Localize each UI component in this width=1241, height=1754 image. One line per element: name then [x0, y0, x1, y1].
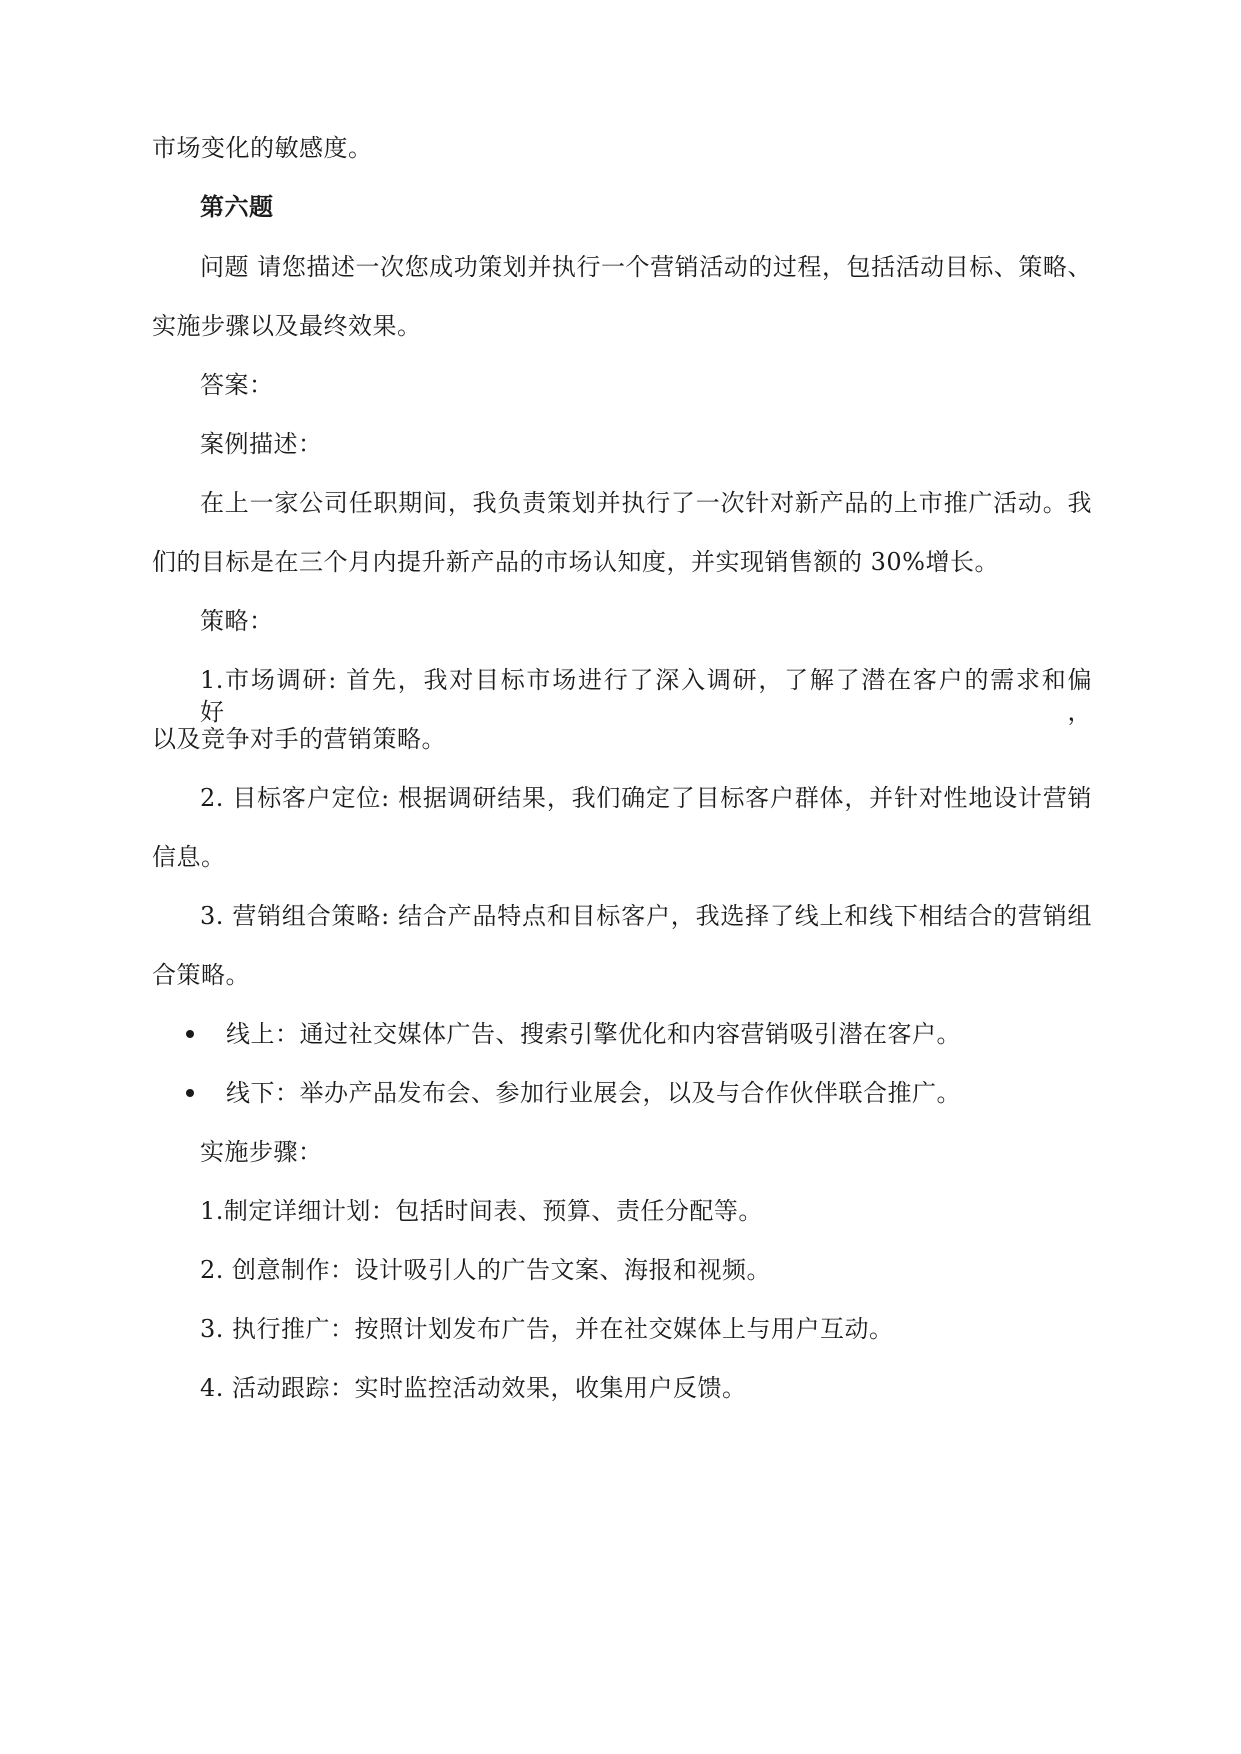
implementation-step-3: 3. 执行推广：按照计划发布广告，并在社交媒体上与用户互动。	[200, 1315, 894, 1343]
case-text-line-1: 在上一家公司任职期间，我负责策划并执行了一次针对新产品的上市推广活动。我	[200, 489, 1092, 517]
implementation-step-2: 2. 创意制作：设计吸引人的广告文案、海报和视频。	[200, 1256, 772, 1284]
strategy-item-1-line-2: 以及竞争对手的营销策略。	[152, 725, 446, 753]
question-heading: 第六题	[200, 193, 274, 221]
continuation-text: 市场变化的敏感度。	[152, 134, 373, 162]
question-text-line-2: 实施步骤以及最终效果。	[152, 312, 422, 340]
bullet-text: 线上：通过社交媒体广告、搜索引擎优化和内容营销吸引潜在客户。	[226, 1020, 961, 1048]
bullet-text: 线下：举办产品发布会、参加行业展会，以及与合作伙伴联合推广。	[226, 1079, 961, 1107]
strategy-label: 策略：	[200, 607, 274, 635]
implementation-step-1: 1.制定详细计划：包括时间表、预算、责任分配等。	[200, 1197, 763, 1225]
case-text-line-2: 们的目标是在三个月内提升新产品的市场认知度，并实现销售额的 30%增长。	[152, 548, 999, 576]
implementation-steps-label: 实施步骤：	[200, 1138, 323, 1166]
answer-label: 答案：	[200, 371, 274, 399]
strategy-item-2-line-2: 信息。	[152, 843, 226, 871]
question-text-line-1: 问题 请您描述一次您成功策划并执行一个营销活动的过程，包括活动目标、策略、	[200, 253, 1092, 281]
strategy-item-1-line-1: 1.市场调研: 首先，我对目标市场进行了深入调研，了解了潜在客户的需求和偏好，	[200, 666, 1092, 726]
bullet-icon	[186, 1089, 194, 1097]
strategy-item-3-line-2: 合策略。	[152, 961, 250, 989]
strategy-item-3-line-1: 3. 营销组合策略: 结合产品特点和目标客户，我选择了线上和线下相结合的营销组	[200, 902, 1092, 930]
bullet-icon	[186, 1030, 194, 1038]
strategy-item-2-line-1: 2. 目标客户定位: 根据调研结果，我们确定了目标客户群体，并针对性地设计营销	[200, 784, 1092, 812]
case-description-label: 案例描述：	[200, 430, 323, 458]
implementation-step-4: 4. 活动跟踪：实时监控活动效果，收集用户反馈。	[200, 1374, 747, 1402]
